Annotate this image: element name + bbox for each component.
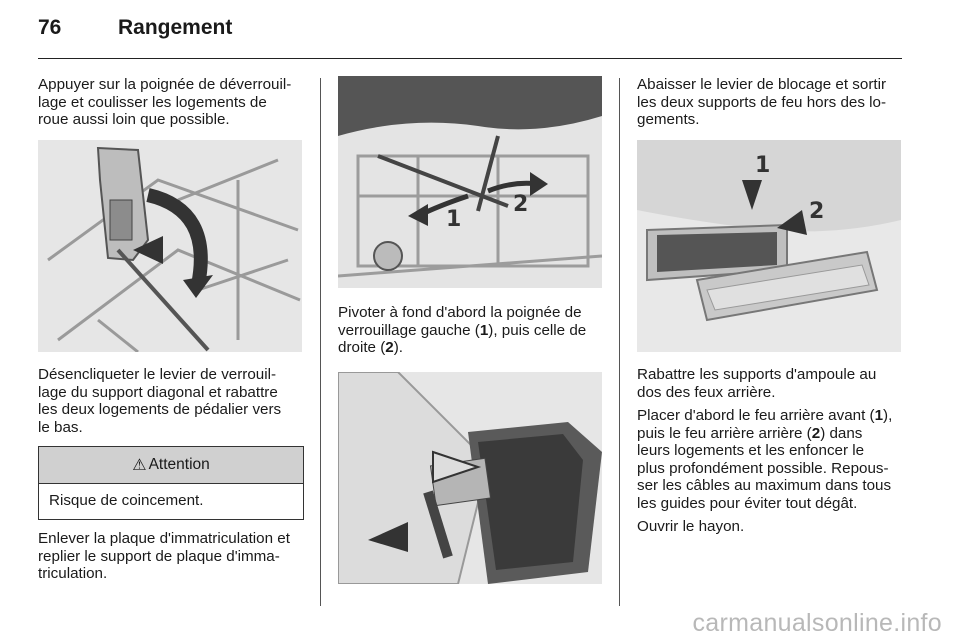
warning-header — [39, 447, 303, 484]
instruction-paragraph-4: Pivoter à fond d'abord la poignée de verrouillage gauche (1), puis celle de droite (2). — [338, 304, 587, 356]
instruction-paragraph-8: Ouvrir le hayon. — [637, 518, 745, 535]
instruction-paragraph-5: Abaisser le levier de blocage et sortir les deux supports de feu hors des lo- gements. — [637, 76, 887, 128]
ref-number-2: 2 — [385, 339, 394, 356]
warning-text: Risque de coincement. — [49, 492, 204, 509]
instruction-paragraph-7: Placer d'abord le feu arrière avant (1), puis le feu arrière arrière (2) dans leurs logements et les enfoncer le plus profondément possible. Repous- ser les câbles au maximum dans tous les guides pour éviter tout dégât. — [637, 407, 893, 512]
warning-icon: ⚠ — [132, 457, 147, 474]
illustration-tail-light-insert — [338, 372, 602, 584]
column-1-lower — [38, 366, 308, 436]
instruction-paragraph-1: Appuyer sur la poignée de déverrouil- lage et coulisser les logements de roue aussi loin que possible. — [38, 76, 292, 128]
ref-number-1: 1 — [479, 321, 489, 339]
ref-number-2: 2 — [811, 424, 821, 442]
illustration-locking-lever — [637, 140, 901, 352]
column-1 — [38, 76, 308, 129]
page-number: 76 — [38, 16, 62, 39]
figure-label-2: 2 — [513, 192, 529, 217]
instruction-paragraph-3: Enlever la plaque d'immatriculation et replier le support de plaque d'imma- triculation. — [38, 530, 290, 582]
column-2-text — [338, 304, 608, 357]
figure-label-1: 1 — [446, 207, 462, 232]
column-3-lower — [637, 366, 912, 536]
column-1-bottom — [38, 530, 308, 583]
figure-label-1: 1 — [755, 153, 771, 178]
column-divider-1 — [320, 78, 321, 606]
illustration-unlock-handle — [38, 140, 302, 352]
instruction-paragraph-6: Rabattre les supports d'ampoule au dos des feux arrière. — [637, 366, 877, 401]
ref-number-1: 1 — [874, 407, 884, 424]
watermark: carmanualsonline.info — [692, 609, 942, 637]
warning-box — [38, 446, 304, 520]
column-divider-2 — [619, 78, 620, 606]
page-title: Rangement — [118, 16, 233, 39]
illustration-locking-handles — [338, 76, 602, 288]
warning-title: Attention — [148, 456, 210, 473]
column-3 — [637, 76, 907, 129]
figure-label-2: 2 — [809, 199, 825, 224]
instruction-paragraph-2: Désencliqueter le levier de verrouil- lage du support diagonal et rabattre les deux logements de pédalier vers le bas. — [38, 366, 282, 436]
header-rule — [38, 58, 902, 59]
